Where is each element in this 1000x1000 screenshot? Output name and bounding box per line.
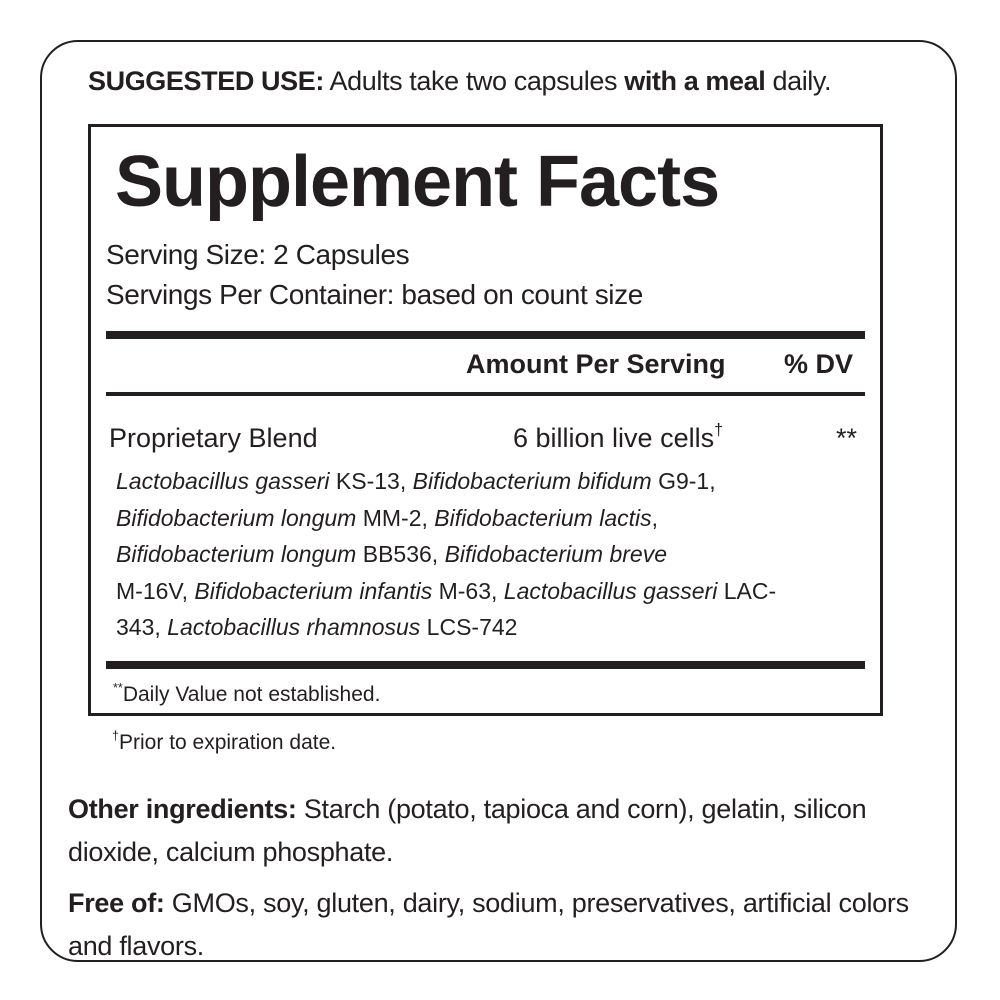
strain-code: LAC-343, [116, 577, 777, 640]
supplement-facts-panel [88, 124, 883, 716]
other-ingredients-label: Other ingredients: [68, 794, 297, 824]
blend-amount [513, 423, 723, 454]
serving-size: Serving Size: 2 Capsules [106, 239, 410, 270]
strain-species: Lactobacillus gasseri [503, 577, 718, 604]
strain-list [116, 463, 816, 646]
strain-species: Bifidobacterium longum [116, 541, 357, 567]
blend-dv: ** [836, 423, 858, 453]
dagger-mark: † [112, 729, 120, 743]
dv-footnote [113, 683, 380, 707]
servings-per-container: Servings Per Container: based on count size [106, 279, 643, 310]
dv-footnote-text: Daily Value not established. [122, 683, 381, 706]
strain-code: G9-1, [651, 468, 716, 494]
suggested-use [88, 66, 831, 97]
free-of [68, 882, 938, 968]
strain-species: Lactobacillus rhamnosus [167, 614, 421, 640]
suggested-use-text-before: Adults take two capsules [323, 66, 625, 96]
blend-name: Proprietary Blend [109, 423, 318, 453]
suggested-use-label: SUGGESTED USE: [88, 66, 324, 96]
double-asterisk-mark: ** [113, 681, 123, 695]
thick-rule-bottom [106, 661, 865, 669]
dv-header: % DV [784, 349, 854, 379]
suggested-use-emphasis: with a meal [624, 66, 766, 96]
strain-species: Bifidobacterium infantis [194, 577, 433, 604]
strain-species: Bifidobacterium breve [444, 541, 668, 567]
other-ingredients [68, 788, 938, 874]
blend-amount-value: 6 billion live cells [513, 423, 715, 453]
expiration-note [112, 731, 336, 755]
strain-species: Lactobacillus gasseri [116, 468, 330, 494]
amount-per-serving-header: Amount Per Serving [466, 349, 726, 379]
thick-rule-top [106, 331, 865, 339]
strain-code: BB536, [356, 541, 445, 567]
strain-code: M-16V, [116, 577, 195, 604]
strain-species: Bifidobacterium bifidum [412, 468, 652, 494]
strain-code: KS-13, [329, 468, 413, 494]
other-ingredients-text: Starch (potato, tapioca and corn), gelatin, silicon dioxide, calcium phosphate. [68, 794, 867, 867]
strain-code: , [651, 504, 658, 531]
suggested-use-text-after: daily. [765, 66, 832, 96]
strain-code: M-63, [432, 577, 504, 604]
strain-code: LCS-742 [420, 614, 518, 640]
strain-code: MM-2, [356, 504, 435, 531]
free-of-text: GMOs, soy, gluten, dairy, sodium, preservatives, artificial colors and flavors. [68, 888, 909, 961]
expiration-note-text: Prior to expiration date. [119, 731, 337, 754]
rule-under-header [106, 392, 865, 396]
facts-title: Supplement Facts [115, 142, 720, 222]
free-of-label: Free of: [68, 888, 165, 918]
strain-species: Bifidobacterium lactis [434, 504, 652, 531]
dagger-mark: † [714, 421, 724, 439]
strain-species: Bifidobacterium longum [116, 504, 357, 531]
